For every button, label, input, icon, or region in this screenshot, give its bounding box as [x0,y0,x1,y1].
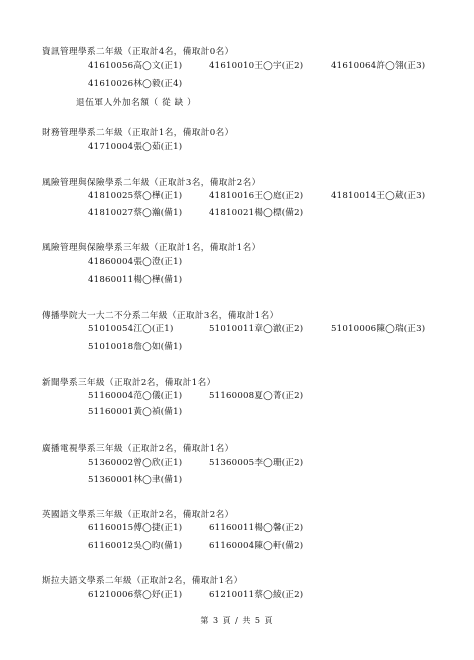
admission-entry: 41810025蔡◯樺(正1) [88,191,183,201]
admission-entry: 51160001黃◯禎(備1) [88,407,183,417]
admission-entry: 51010011章◯澈(正2) [209,324,304,334]
entry-row [0,340,474,354]
admission-entry: 61210006蔡◯妤(正1) [88,590,183,600]
veteran-quota-note: 退伍軍人外加名額（ 從 缺 ） [76,98,197,108]
admission-entry: 41610010王◯宇(正2) [209,61,304,71]
admission-entry: 41610056高◯文(正1) [88,61,183,71]
dept-heading: 財務管理學系二年級（正取計1名，備取計0名） [42,128,234,138]
entry-row [0,255,474,269]
admission-entry: 51360005李◯珊(正2) [209,458,304,468]
admission-entry: 51010054江◯(正1) [88,324,174,334]
dept-heading: 傳播學院大一大二不分系二年級（正取計3名，備取計1名） [42,311,279,321]
entry-row [0,77,474,91]
entry-row [0,405,474,419]
admission-entry: 41860004張◯澄(正1) [88,257,183,267]
dept-heading: 英國語文學系三年級（正取計2名，備取計2名） [42,510,234,520]
admission-entry: 41610026林◯毅(正4) [88,79,183,89]
dept-heading: 風險管理與保險學系二年級（正取計3名，備取計2名） [42,178,261,188]
page-number: 第 3 頁 / 共 5 頁 [200,616,274,625]
admission-entry: 61210011蔡◯綾(正2) [209,590,304,600]
admission-entry: 51010006陳◯瑞(正3) [331,324,426,334]
entry-row [0,588,474,602]
admission-entry: 41810016王◯庭(正2) [209,191,304,201]
entry-row [0,322,474,336]
entry-row [0,140,474,154]
dept-heading: 斯拉夫語文學系二年級（正取計2名，備取計1名） [42,576,243,586]
entry-row [0,539,474,553]
admission-entry: 61160015傅◯捷(正1) [88,523,183,533]
entry-row [0,206,474,220]
dept-heading: 廣播電視學系三年級（正取計2名，備取計1名） [42,444,234,454]
admission-entry: 41860011楊◯樺(備1) [88,275,183,285]
admission-entry: 41710004張◯茹(正1) [88,142,183,152]
dept-heading: 風險管理與保險學系三年級（正取計1名，備取計1名） [42,243,261,253]
admission-entry: 61160011楊◯馨(正2) [209,523,304,533]
admission-entry: 61160004陳◯軒(備2) [209,541,304,551]
admission-entry: 41810021楊◯標(備2) [209,208,304,218]
entry-row [0,59,474,73]
admission-entry: 41810027蔡◯瀚(備1) [88,208,183,218]
admission-entry: 51160008夏◯菁(正2) [209,391,304,401]
entry-row [0,389,474,403]
admission-entry: 61160012吳◯昀(備1) [88,541,183,551]
dept-heading: 新聞學系三年級（正取計2名，備取計1名） [42,378,216,388]
admission-entry: 41810014王◯葳(正3) [331,191,426,201]
admission-entry: 51360002曾◯欣(正1) [88,458,183,468]
entry-row [0,521,474,535]
entry-row [0,473,474,487]
dept-heading: 資訊管理學系二年級（正取計4名，備取計0名） [42,47,234,57]
admission-entry: 51360001林◯聿(備1) [88,475,183,485]
entry-row [0,189,474,203]
admission-entry: 51010018詹◯如(備1) [88,342,183,352]
entry-row [0,273,474,287]
entry-row [0,456,474,470]
admission-entry: 41610064許◯翎(正3) [331,61,426,71]
admission-entry: 51160004范◯儀(正1) [88,391,183,401]
